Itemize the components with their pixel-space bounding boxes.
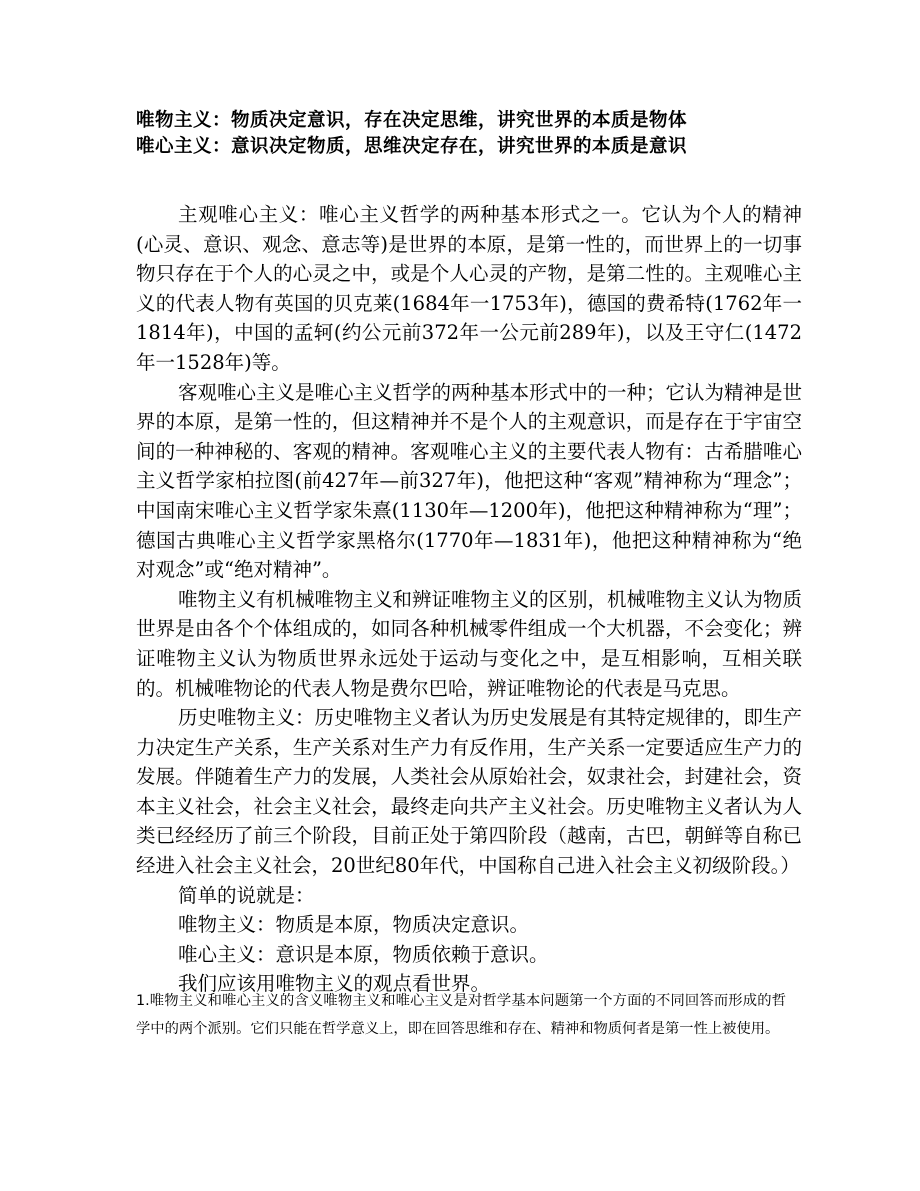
numbered-note: 1.唯物主义和唯心主义的含义唯物主义和唯心主义是对哲学基本问题第一个方面的不同回答而形成的哲学中的两个派别。它们只能在哲学意义上，即在回答思维和存在、精神和物质何者是第一性上被使用。: [136, 993, 786, 1037]
idealism-summary-line: 唯心主义：意识是本原，物质依赖于意识。: [178, 942, 549, 966]
main-body: [136, 200, 802, 999]
conclusion-line: 我们应该用唯物主义的观点看世界。: [178, 972, 491, 996]
mechanical-vs-dialectical-paragraph: 唯物主义有机械唯物主义和辨证唯物主义的区别，机械唯物主义认为物质世界是由各个个体组成的，如同各种机械零件组成一个大机器，不会变化；辨证唯物主义认为物质世界永远处于运动与变化之中，是互相影响，互相关联的。机械唯物论的代表人物是费尔巴哈，辨证唯物论的代表是马克思。: [136, 587, 803, 700]
idealism-definition-heading: 唯心主义：意识决定物质，思维决定存在，讲究世界的本质是意识: [136, 136, 688, 157]
historical-materialism-paragraph: 历史唯物主义：历史唯物主义者认为历史发展是有其特定规律的，即生产力决定生产关系，生产关系对生产力有反作用，生产关系一定要适应生产力的发展。伴随着生产力的发展，人类社会从原始社会，奴隶社会，封建社会，资本主义社会，社会主义社会，最终走向共产主义社会。历史唯物主义者认为人类已经经历了前三个阶段，目前正处于第四阶段（越南，古巴，朝鲜等自称已经进入社会主义社会，20世纪80年代，中国称自己进入社会主义初级阶段。）: [136, 706, 803, 878]
summary-header: [136, 108, 796, 160]
summary-intro-line: 简单的说就是：: [178, 883, 315, 907]
objective-idealism-paragraph: 客观唯心主义是唯心主义哲学的两种基本形式中的一种；它认为精神是世界的本原，是第一性的，但这精神并不是个人的主观意识，而是存在于宇宙空间的一种神秘的、客观的精神。客观唯心主义的主要代表人物有：古希腊唯心主义哲学家柏拉图(前427年—前327年)，他把这种“客观”精神称为“理念”；中国南宋唯心主义哲学家朱熹(1130年—1200年)，他把这种精神称为“理”；德国古典唯心主义哲学家黑格尔(1770年—1831年)，他把这种精神称为“绝对观念”或“绝对精神”。: [136, 380, 803, 582]
subjective-idealism-paragraph: 主观唯心主义：唯心主义哲学的两种基本形式之一。它认为个人的精神(心灵、意识、观念、意志等)是世界的本原，是第一性的，而世界上的一切事物只存在于个人的心灵之中，或是个人心灵的产物，是第二性的。主观唯心主义的代表人物有英国的贝克莱(1684年一1753年)，德国的费希特(1762年一1814年)，中国的孟轲(约公元前372年一公元前289年)，以及王守仁(1472年一1528年)等。: [136, 203, 802, 374]
materialism-definition-heading: 唯物主义：物质决定意识，存在决定思维，讲究世界的本质是物体: [136, 110, 688, 131]
materialism-summary-line: 唯物主义：物质是本原，物质决定意识。: [178, 913, 530, 937]
